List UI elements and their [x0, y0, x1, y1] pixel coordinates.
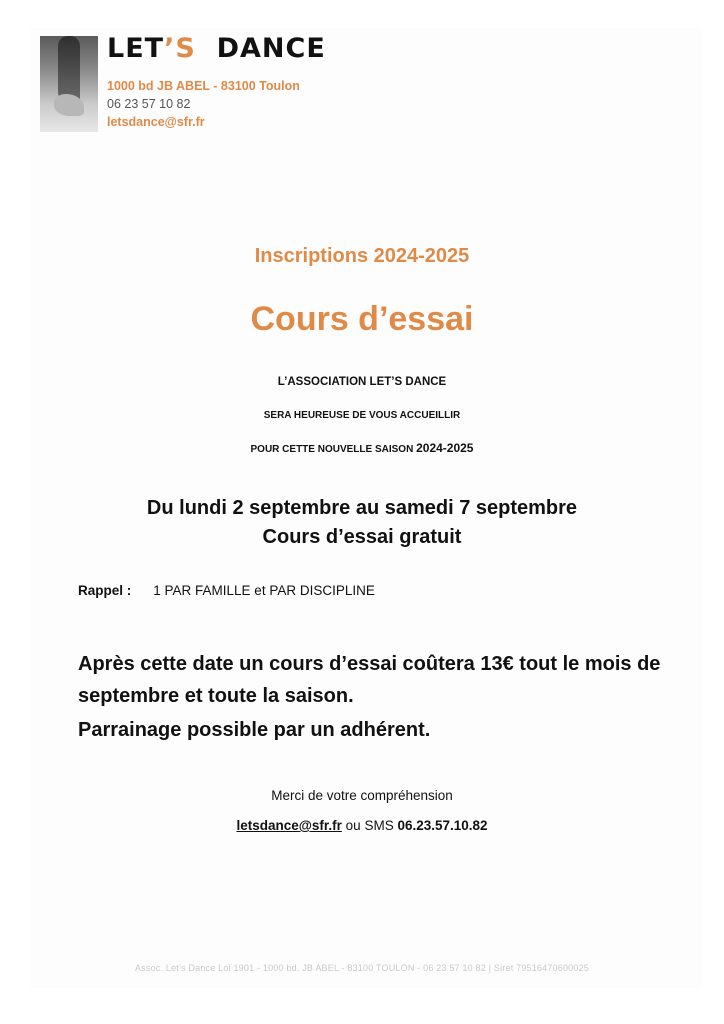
page-title: Cours d’essai — [250, 300, 474, 338]
header-email[interactable]: letsdance@sfr.fr — [107, 115, 205, 129]
contact-email-link[interactable]: letsdance@sfr.fr — [236, 818, 342, 833]
parrainage-notice: Parrainage possible par un adhérent. — [78, 719, 431, 741]
intro-line-3-text: POUR CETTE NOUVELLE SAISON — [250, 444, 414, 455]
rappel-value: 1 PAR FAMILLE et PAR DISCIPLINE — [153, 583, 375, 598]
dancer-photo-logo — [40, 36, 98, 132]
page-subtitle: Inscriptions 2024-2025 — [254, 245, 470, 267]
trial-offer: Cours d’essai gratuit — [262, 526, 462, 548]
footer-legal: Assoc. Let’s Dance Loi 1901 - 1000 bd. JB ABEL - 83100 TOULON - 06 23 57 10 82 | Siret 79516470600025 — [134, 963, 589, 973]
intro-line-1: L’ASSOCIATION LET’S DANCE — [277, 376, 447, 388]
contact-sms-number: 06.23.57.10.82 — [397, 818, 488, 833]
intro-season-year: 2024-2025 — [416, 441, 474, 455]
contact-line — [0, 818, 724, 833]
brand-main: LET — [107, 33, 165, 64]
intro-line-2: SERA HEUREUSE DE VOUS ACCUEILLIR — [263, 410, 461, 421]
after-date-notice: Après cette date un cours d’essai coûtera 13€ tout le mois de septembre et toute la saison. — [78, 653, 661, 707]
trial-period-block — [0, 494, 724, 552]
brand-logo-text — [107, 33, 326, 64]
brand-apostrophe: ’S — [164, 33, 196, 64]
thanks-line: Merci de votre compréhension — [271, 788, 453, 803]
header-address: 1000 bd JB ABEL - 83100 Toulon — [107, 79, 300, 93]
rappel-label: Rappel : — [78, 583, 132, 598]
header-phone: 06 23 57 10 82 — [107, 97, 191, 111]
trial-period-dates: Du lundi 2 septembre au samedi 7 septembre — [146, 497, 578, 519]
intro-line-3 — [0, 441, 724, 455]
brand-tail: DANCE — [216, 33, 326, 64]
rappel-line — [78, 583, 375, 598]
contact-connector: ou SMS — [345, 818, 394, 833]
